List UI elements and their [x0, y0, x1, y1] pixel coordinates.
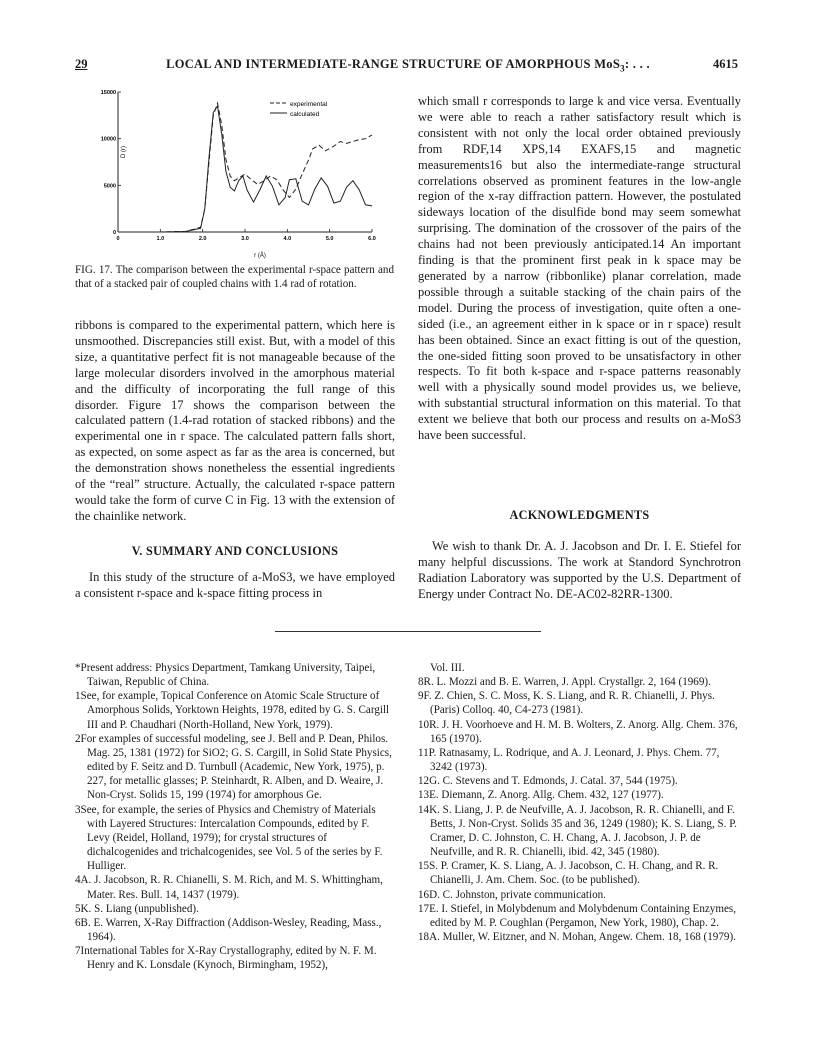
reference-13: 13E. Diemann, Z. Anorg. Allg. Chem. 432, 127 (1977). — [418, 789, 664, 802]
legend-label-calculated: calculated — [290, 111, 320, 118]
reference-5: 5K. S. Liang (unpublished). — [75, 902, 199, 915]
left-column — [75, 318, 395, 602]
figure-17-caption: FIG. 17. The comparison between the experimental r-space pattern and that of a stacked pair of coupled chains with 1.4 rad of rotation. — [75, 264, 394, 291]
right-paragraph-1: which small r corresponds to large k and vice versa. Eventually we were able to reach a rather satisfactory result which is consistent with not only the local order obtained previously from RDF,14 XPS,14 EXAFS,15 and magnetic measurements16 but also the intermediate-range structural correlations observed as prominent features in the low-angle region of the x-ray diffraction pattern. However, the postulated sideways location of the disulfide bond may seem somewhat surprising. The domination of the crossover of the pairs of the chains had not been previously anticipated.14 An important finding is that the prominent first peak in k space may be generated by a narrow (ribbonlike) planar correlation, made possible through a suitable stacking of the chain pairs of the model. During the process of investigation, quite often a one-sided (i.e., an agreement either in k space or in r space) result has been obtained. Since an exact fitting is out of the question, the one-sided fitting soon proved to be unsatisfactory in other respects. To fit both k-space and r-space patterns reasonably well with a physically sound model provides us, we believe, with substantial structural information on this material. To that extent we believe that both our process and results on a-MoS3 have been successful. — [418, 94, 741, 443]
x-tick-label: 1.0 — [156, 236, 165, 242]
x-tick-label: 3.0 — [241, 236, 249, 242]
reference-9: 9F. Z. Chien, S. C. Moss, K. S. Liang, and R. R. Chianelli, J. Phys. (Paris) Colloq. 40, C4-273 (1981). — [418, 690, 715, 717]
reference-6: 6B. E. Warren, X-Ray Diffraction (Addison-Wesley, Reading, Mass., 1964). — [75, 916, 382, 943]
left-paragraph-1: ribbons is compared to the experimental pattern, which here is unsmoothed. Discrepancies still exist. But, with a model of this size, a quantitative perfect fit is not manageable because of the large molecular disorders involved in the amorphous material and the difficulty of incorporating the full range of this disorder. Figure 17 shows the comparison between the calculated pattern (1.4-rad rotation of stacked ribbons) and the experimental one in r space. The calculated pattern falls short, as expected, on some aspect as far as the area is concerned, but the demonstration shows nonetheless the essential ingredients of the “real” structure. Actually, the calculated r-space pattern would take the form of curve C in Fig. 13 with the extension of the chainlike network. — [75, 318, 395, 523]
reference-2: 2For examples of successful modeling, see J. Bell and P. Dean, Philos. Mag. 25, 1381 (1972) for SiO2; G. S. Cargill, in Solid State Physics, edited by F. Seitz and D. Turnbull (Academic, New York, 1975), p. 227, for metallic glasses; P. Steinhardt, R. Alben, and D. Weaire, J. Non-Cryst. Solids 15, 199 (1974) for amorphous Ge. — [75, 732, 392, 802]
x-axis-label: r (Å) — [254, 253, 266, 259]
series-calculated-line — [118, 106, 372, 232]
reference-3: 3See, for example, the series of Physics and Chemistry of Materials with Layered Structures: Intercalation Compounds, edited by F. Levy (Reidel, Holland, 1979); for crystal structures of dichalcogenides and trichalcogenides, see Vol. 5 of the series by F. Hulliger. — [75, 803, 383, 873]
reference-18: 18A. Muller, W. Eitzner, and N. Mohan, Angew. Chem. 18, 168 (1979). — [418, 930, 736, 943]
footnote-present-address: *Present address: Physics Department, Tamkang University, Taipei, Taiwan, Republic of China. — [75, 662, 376, 689]
reference-17: 17E. I. Stiefel, in Molybdenum and Molybdenum Containing Enzymes, edited by M. P. Coughlan (Pergamon, New York, 1980), Chap. 2. — [418, 902, 736, 929]
section-heading-summary: V. SUMMARY AND CONCLUSIONS — [131, 543, 339, 558]
x-tick-label: 4.0 — [283, 236, 292, 242]
reference-14: 14K. S. Liang, J. P. de Neufville, A. J. Jacobson, R. R. Chianelli, and F. Betts, J. Non-Cryst. Solids 35 and 36, 1249 (1980); K. S. Liang, S. P. Cramer, D. C. Johnston, C. H. Chang, A. J. Jacobson, J. P. de Neufville, and R. R. Chianelli, ibid. 42, 345 (1980). — [418, 803, 737, 859]
figure-17-chart — [72, 86, 392, 260]
right-column — [418, 94, 741, 602]
x-tick-label: 0 — [116, 236, 120, 242]
running-title — [0, 57, 816, 74]
reference-15: 15S. P. Cramer, K. S. Liang, A. J. Jacobson, C. H. Chang, and R. R. Chianelli, J. Am. Chem. Soc. (to be published). — [418, 860, 719, 887]
chart-axes — [118, 92, 372, 232]
footnote-rule — [275, 631, 541, 632]
y-tick-label: 15000 — [100, 90, 116, 96]
y-tick-label: 10000 — [100, 136, 116, 143]
x-tick-label: 6.0 — [368, 236, 376, 242]
reference-8: 8R. L. Mozzi and B. E. Warren, J. Appl. Crystallgr. 2, 164 (1969). — [418, 676, 711, 689]
reference-12: 12G. C. Stevens and T. Edmonds, J. Catal. 37, 544 (1975). — [418, 775, 678, 788]
page-number-left: 29 — [75, 57, 88, 71]
running-title-tail: : . . . — [624, 57, 650, 71]
footnotes-left — [75, 661, 393, 972]
y-tick-label: 0 — [112, 230, 116, 236]
reference-16: 16D. C. Johnston, private communication. — [418, 888, 606, 901]
right-paragraph-2: We wish to thank Dr. A. J. Jacobson and Dr. I. E. Stiefel for many helpful discussions. The work at Standord Synchrotron Radiation Laboratory was supported by the U.S. Department of Energy under Contract No. DE-AC02-82RR-1300. — [418, 538, 741, 601]
running-title-subscript: 3 — [620, 63, 625, 74]
reference-7-continued: Vol. III. — [430, 662, 465, 674]
reference-7: 7International Tables for X-Ray Crystallography, edited by N. F. M. Henry and K. Lonsdale (Kynoch, Birmingham, 1952), — [75, 945, 377, 972]
footnotes-right — [418, 661, 741, 944]
running-title-text: LOCAL AND INTERMEDIATE-RANGE STRUCTURE OF AMORPHOUS MoS — [166, 57, 621, 71]
reference-11: 11P. Ratnasamy, L. Rodrique, and A. J. Leonard, J. Phys. Chem. 77, 3242 (1973). — [418, 746, 720, 774]
section-heading-acknowledgments: ACKNOWLEDGMENTS — [509, 507, 650, 522]
y-axis-label: D (r) — [121, 146, 127, 158]
left-paragraph-2: In this study of the structure of a-MoS3, we have employed a consistent r-space and k-space fitting process in — [75, 569, 395, 600]
reference-4: 4A. J. Jacobson, R. R. Chianelli, S. M. Rich, and M. S. Whittingham, Mater. Res. Bull. 14, 1437 (1979). — [75, 874, 383, 901]
legend-label-experimental: experimental — [290, 101, 328, 108]
reference-10: 10R. J. H. Voorhoeve and H. M. B. Wolters, Z. Anorg. Allg. Chem. 376, 165 (1970). — [418, 718, 738, 745]
chart-legend — [270, 101, 328, 118]
page-number-right: 4615 — [713, 57, 738, 71]
reference-1: 1See, for example, Topical Conference on Atomic Scale Structure of Amorphous Solids, Yorktown Heights, 1978, edited by G. S. Cargill III and P. Chaudhari (North-Holland, New York, 1979). — [75, 690, 390, 731]
chart-ticks — [101, 90, 376, 242]
x-tick-label: 5.0 — [325, 236, 334, 242]
series-experimental-line — [118, 103, 372, 232]
x-tick-label: 2.0 — [198, 236, 207, 242]
y-tick-label: 5000 — [103, 183, 116, 190]
